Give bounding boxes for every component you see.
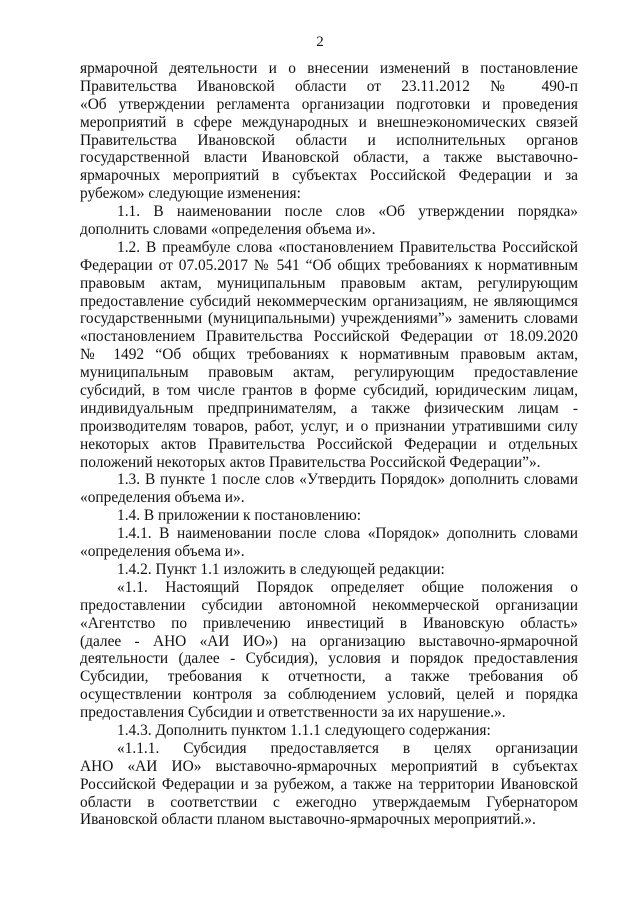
document-body <box>80 60 578 829</box>
text-line: Правительства Ивановской области от 23.11.2012 № 490-п <box>80 77 578 95</box>
text-line: деятельности (далее - Субсидия), условия и порядок предоставления <box>80 650 578 668</box>
text-line: «1.1. Настоящий Порядок определяет общие положения о <box>117 578 578 596</box>
text-line: мероприятий в сфере международных и внешнеэкономических связей <box>80 113 578 131</box>
text-line: Российской Федерации и за рубежом, а также на территории Ивановской <box>80 775 578 793</box>
text-line: дополнить словами «определения объема и». <box>80 221 376 239</box>
text-line: правовым актам, муниципальным правовым актам, регулирующим <box>80 274 578 292</box>
text-line: государственными (муниципальными) учреждениями”» заменить словами <box>80 310 578 328</box>
text-line: Правительства Ивановской области и исполнительных органов <box>80 131 578 149</box>
text-line: 1.2. В преамбуле слова «постановлением Правительства Российской <box>117 238 578 256</box>
text-line: производителям товаров, работ, услуг, и о признании утратившими силу <box>80 417 578 435</box>
text-line: некоторых актов Правительства Российской Федерации и отдельных <box>80 435 578 453</box>
text-line: 1.4.2. Пункт 1.1 изложить в следующей редакции: <box>117 560 445 578</box>
text-line: «1.1.1. Субсидия предоставляется в целях организации <box>117 739 578 757</box>
text-line: муниципальным правовым актам, регулирующим предоставление <box>80 364 578 382</box>
text-line: 1.4.3. Дополнить пунктом 1.1.1 следующего содержания: <box>117 721 491 739</box>
text-line: рубежом» следующие изменения: <box>80 185 301 203</box>
text-line: государственной власти Ивановской области, а также выставочно- <box>80 149 578 167</box>
text-line: (далее - АНО «АИ ИО») на организацию выставочно-ярмарочной <box>80 632 578 650</box>
text-line: области в соответствии с ежегодно утверждаемым Губернатором <box>80 793 578 811</box>
text-line: положений некоторых актов Правительства Российской Федерации”». <box>80 453 541 471</box>
text-line: предоставление субсидий некоммерческим организациям, не являющимся <box>80 292 578 310</box>
text-line: ярмарочных мероприятий в субъектах Российской Федерации и за <box>80 167 578 185</box>
text-line: индивидуальным предпринимателям, а также физическим лицам - <box>80 399 578 417</box>
text-line: 1.1. В наименовании после слов «Об утверждении порядка» <box>117 203 578 221</box>
text-line: «определения объема и». <box>80 489 245 507</box>
text-line: № 1492 “Об общих требованиях к нормативным правовым актам, <box>80 346 578 364</box>
page-number: 2 <box>316 34 324 50</box>
text-line: «Об утверждении регламента организации подготовки и проведения <box>80 95 578 113</box>
text-line: 1.4. В приложении к постановлению: <box>117 507 361 525</box>
text-line: Ивановской области планом выставочно-ярмарочных мероприятий.». <box>80 811 536 829</box>
text-line: предоставлении субсидии автономной некоммерческой организации <box>80 596 578 614</box>
text-line: Федерации от 07.05.2017 № 541 “Об общих требованиях к нормативным <box>80 256 578 274</box>
text-line: 1.4.1. В наименовании после слова «Порядок» дополнить словами <box>117 525 578 543</box>
text-line: «Агентство по привлечению инвестиций в Ивановскую область» <box>80 614 578 632</box>
text-line: субсидий, в том числе грантов в форме субсидий, юридическим лицам, <box>80 382 578 400</box>
text-line: ярмарочной деятельности и о внесении изменений в постановление <box>80 60 578 77</box>
text-line: 1.3. В пункте 1 после слов «Утвердить Порядок» дополнить словами <box>117 471 578 489</box>
text-line: «определения объема и». <box>80 543 245 561</box>
text-line: предоставления Субсидии и ответственности за их нарушение.». <box>80 704 506 722</box>
text-line: осуществлении контроля за соблюдением условий, целей и порядка <box>80 686 578 704</box>
text-line: Субсидии, требования к отчетности, а также требования об <box>80 668 578 686</box>
text-line: «постановлением Правительства Российской Федерации от 18.09.2020 <box>80 328 578 346</box>
text-line: АНО «АИ ИО» выставочно-ярмарочных мероприятий в субъектах <box>80 757 578 775</box>
